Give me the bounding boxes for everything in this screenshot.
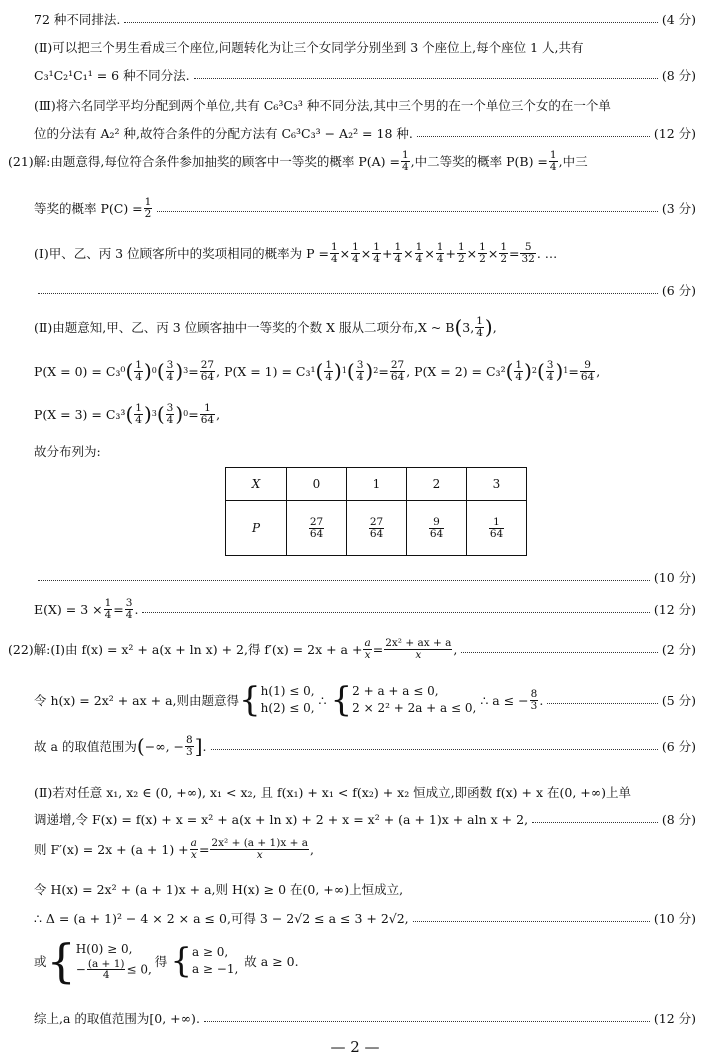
q22-line-4: (Ⅱ)若对任意 x₁, x₂ ∈ (0, +∞), x₁ < x₂, 且 f(x₁) + x₁ < f(x₂) + x₂ 恒成立,即函数 f(x) + x 在(0, +∞)上单	[34, 785, 632, 800]
q22-line-7: 令 H(x) = 2x² + (a + 1)x + a,则 H(x) ≥ 0 在(0, +∞)上恒成立,	[34, 882, 404, 897]
q21-line-2: 等奖的概率 P(C) = $\frac{1}{2}$ (3 分)	[34, 196, 696, 220]
distribution-label: 故分布列为:	[34, 444, 101, 459]
fraction: $\frac{1}{4}$	[401, 149, 409, 173]
q22-line-3: 故 a 的取值范围为 ( −∞, − $\frac{8}{3}$ ] . (6 分)	[34, 734, 696, 758]
fraction: $\frac{1}{2}$	[144, 196, 152, 220]
fraction: $\frac{1}{4}$	[549, 149, 557, 173]
q21-line-3: (Ⅰ)甲、乙、丙 3 位顾客所中的奖项相同的概率为 P = $\frac{1}{4}$ × $\frac{1}{4}$ × $\frac{1}{4}$ + $\frac{1}{4}$ × $\frac{1}{4}$ × $\frac{1}{4}$ + $\frac{1}{2}$ × $\frac{1}{2}$ × $\frac{1}{2}$ = $\frac{5}{32}$ . …	[34, 241, 558, 265]
q20-line-5: 位的分法有 A₂² 种,故符合条件的分配方法有 C₆³C₃³ − A₂² = 18 种. (12 分)	[34, 126, 696, 141]
q21-line-5: (Ⅱ)由题意知,甲、乙、丙 3 位顾客抽中一等奖的个数 X 服从二项分布,X ~ B ( 3, $\frac{1}{4}$ ) ,	[34, 315, 497, 339]
q20-line-1: 72 种不同排法. (4 分)	[34, 12, 696, 27]
q22-line-2: 令 h(x) = 2x² + ax + a,则由题意得 { h(1) ≤ 0, h(2) ≤ 0, ∴ { 2 + a + a ≤ 0, 2 × 2² + 2a + a ≤ 0, ∴ a ≤ − $\frac{8}{3}$ . (5 分)	[34, 680, 696, 721]
q22-line-9: 或 { H(0) ≥ 0, − $\frac{(a + 1)}{4}$ ≤ 0, 得 { a ≥ 0, a ≥ −1, 故 a ≥ 0.	[34, 934, 299, 988]
q21-line-10: (10 分)	[34, 568, 696, 586]
q20-line-3: C₃¹C₂¹C₁¹ = 6 种不同分法. (8 分)	[34, 68, 696, 83]
q22-line-6: 则 F′(x) = 2x + (a + 1) + $\frac{a}{x}$ = $\frac{\text{2x² + (a + 1)x + a}}{x}$ ,	[34, 837, 314, 861]
page-number: — 2 —	[330, 1038, 380, 1056]
table-row: X 0 1 2 3	[226, 468, 527, 501]
q21-expectation: E(X) = 3 × $\frac{1}{4}$ = $\frac{3}{4}$ . (12 分)	[34, 597, 696, 621]
q21-line-4: (6 分)	[34, 281, 696, 299]
q22-line-8: ∴ Δ = (a + 1)² − 4 × 2 × a ≤ 0,可得 3 − 2√2 ≤ a ≤ 3 + 2√2, (10 分)	[34, 911, 696, 926]
q20-line-2: (Ⅱ)可以把三个男生看成三个座位,问题转化为让三个女同学分别坐到 3 个座位上,每个座位 1 人,共有	[34, 40, 584, 55]
q22-line-5: 调递增,令 F(x) = f(x) + x = x² + a(x + ln x) + 2 + x = x² + (a + 1)x + aln x + 2, (8 分)	[34, 812, 696, 827]
q22-line-1: (22)解:(Ⅰ)由 f(x) = x² + a(x + ln x) + 2,得 f′(x) = 2x + a + $\frac{a}{x}$ = $\frac{\text{2x² + ax + a}}{x}$ , (2 分)	[8, 637, 696, 661]
q22-line-10: 综上,a 的取值范围为[0, +∞). (12 分)	[34, 1011, 696, 1026]
distribution-table	[225, 467, 527, 556]
table-row: P $\frac{27}{64}$ $\frac{27}{64}$ $\frac{9}{64}$ $\frac{1}{64}$	[226, 501, 527, 556]
q21-line-7: P(X = 3) = C₃³ ( $\frac{1}{4}$ ) 3 ( $\frac{3}{4}$ ) 0 = $\frac{1}{64}$ ,	[34, 402, 221, 426]
q20-line-4: (Ⅲ)将六名同学平均分配到两个单位,共有 C₆³C₃³ 种不同分法,其中三个男的在一个单位三个女的在一个单	[34, 98, 611, 113]
q21-line-6: P(X = 0) = C₃⁰ ( $\frac{1}{4}$ ) 0 ( $\frac{3}{4}$ ) 3 = $\frac{27}{64}$ , P(X = 1) = C₃¹ ( $\frac{1}{4}$ ) 1 ( $\frac{3}{4}$ ) 2 = $\frac{27}{64}$ , P(X = 2) = C₃² ( $\frac{1}{4}$ ) 2 ( $\frac{3}{4}$ ) 1 = $\frac{9}{64}$ ,	[34, 359, 601, 383]
q21-line-1: (21)解:由题意得,每位符合条件参加抽奖的顾客中一等奖的概率 P(A) = $\frac{1}{4}$ ,中二等奖的概率 P(B) = $\frac{1}{4}$ ,中三	[8, 149, 588, 173]
